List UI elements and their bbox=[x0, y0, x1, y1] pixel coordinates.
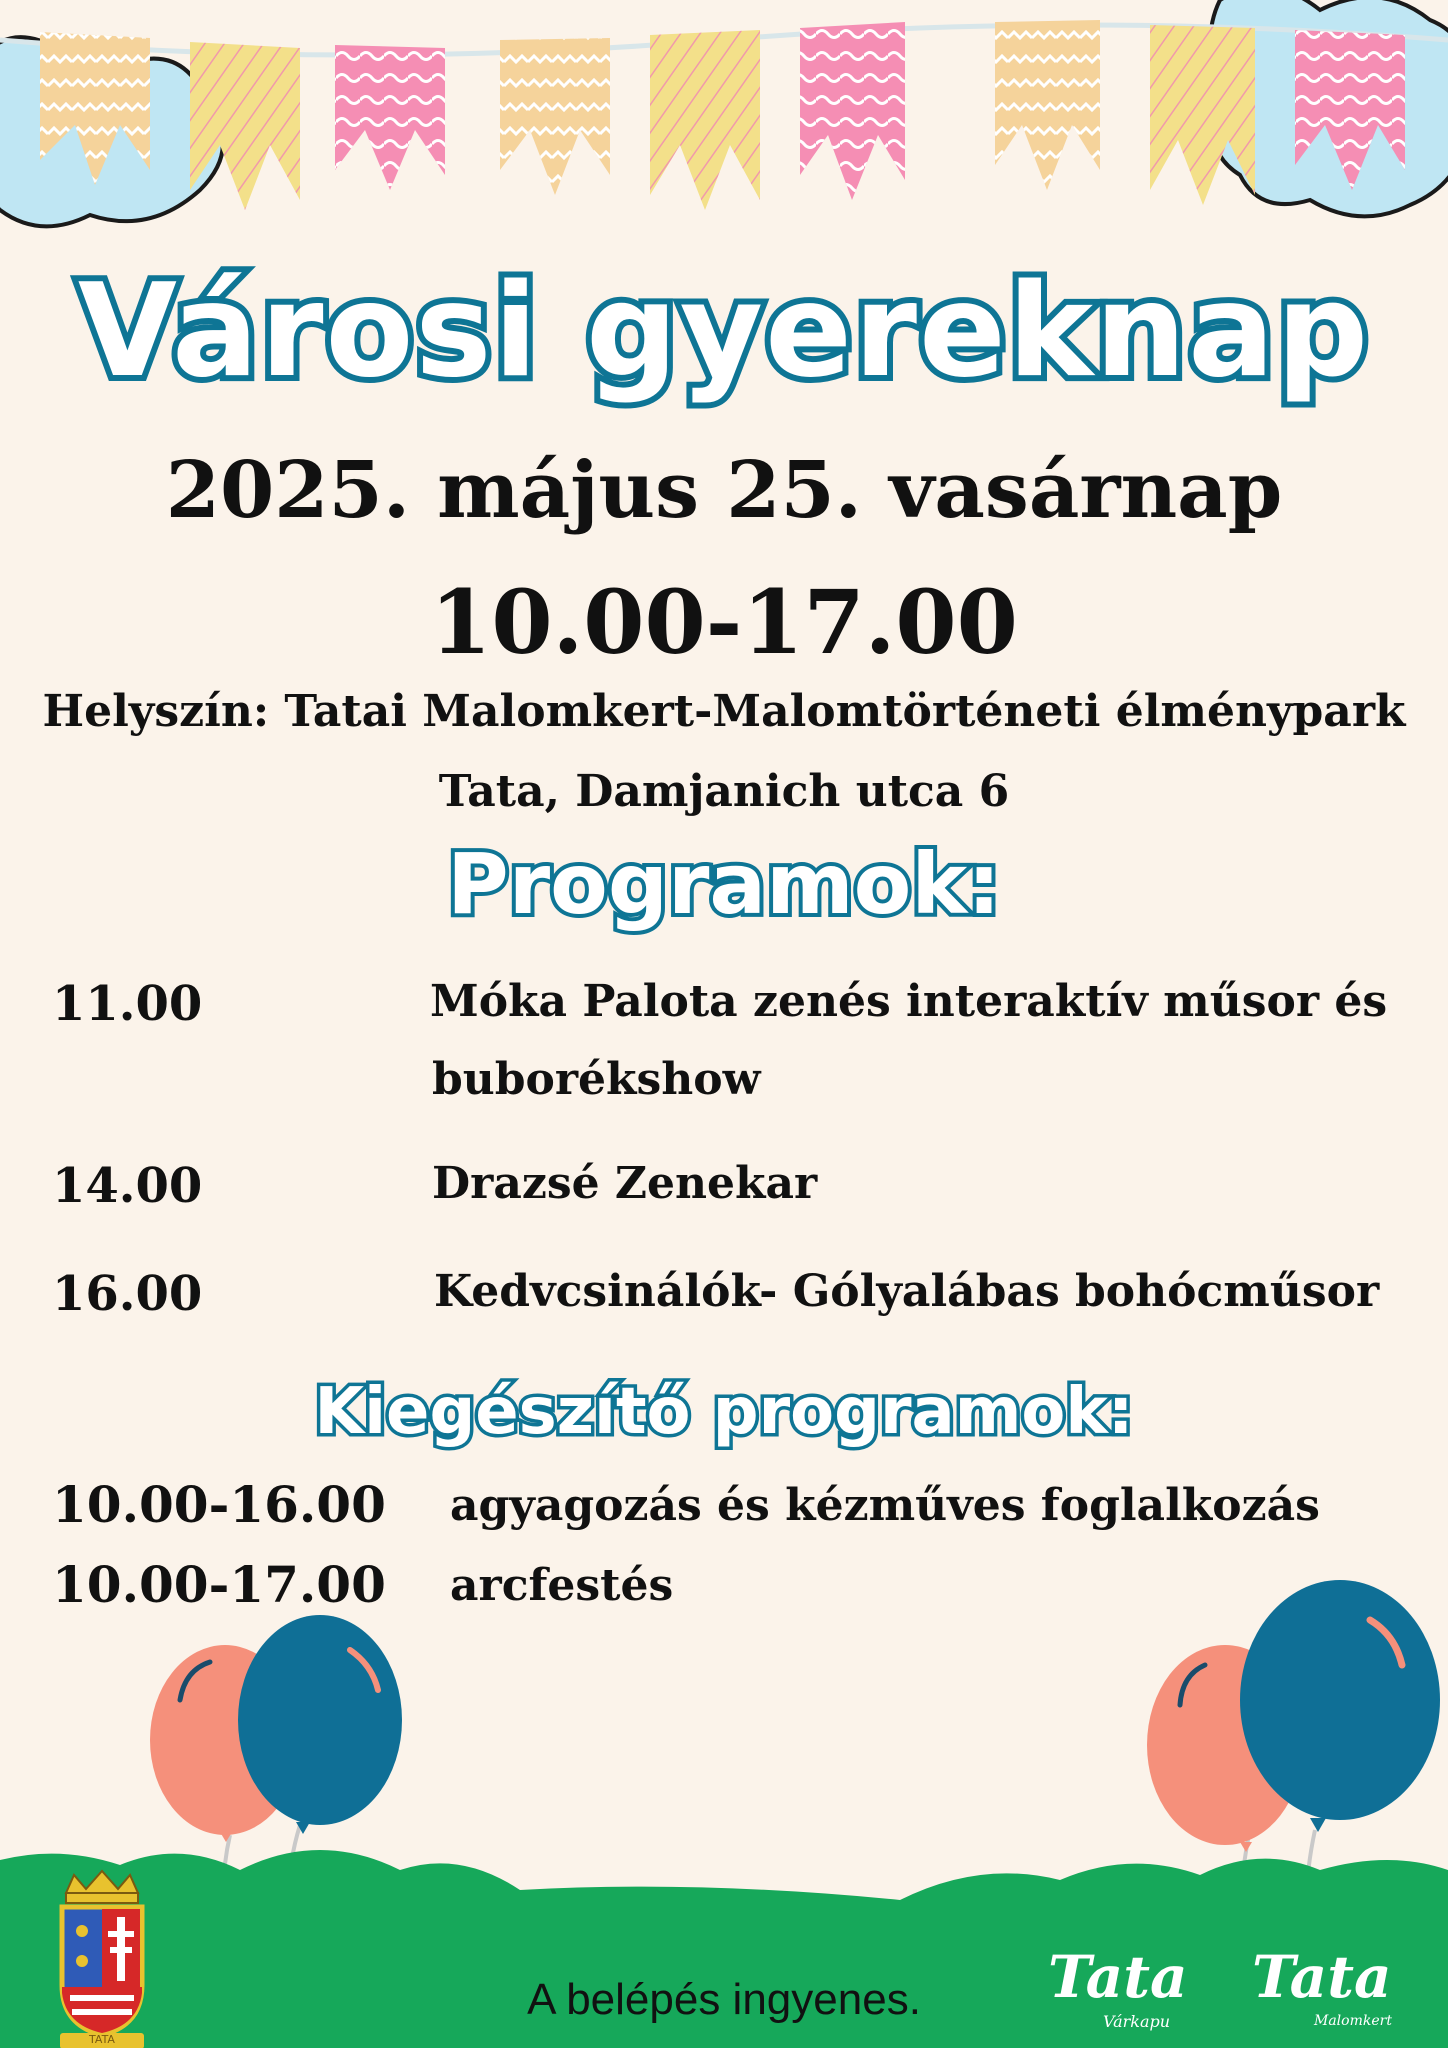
program-time: 11.00 bbox=[52, 976, 203, 1032]
extra-program-time: 10.00-16.00 bbox=[52, 1475, 386, 1534]
event-hours: 10.00-17.00 bbox=[430, 570, 1018, 674]
event-address: Tata, Damjanich utca 6 bbox=[438, 766, 1010, 817]
program-name: Kedvcsinálók- Gólyalábas bohócműsor bbox=[434, 1266, 1380, 1317]
program-name-continued: buborékshow bbox=[432, 1054, 761, 1105]
logo-varkapu-main: Tata bbox=[1048, 1943, 1188, 2011]
program-name: Móka Palota zenés interaktív műsor és bbox=[430, 976, 1388, 1027]
programs-heading: Programok: bbox=[447, 835, 1001, 933]
tata-varkapu-logo bbox=[1048, 1943, 1228, 2031]
extra-programs-heading: Kiegészítő programok: bbox=[314, 1375, 1134, 1449]
event-date: 2025. május 25. vasárnap bbox=[165, 445, 1283, 536]
logo-varkapu-sub: Várkapu bbox=[1103, 2012, 1171, 2031]
extra-program-time: 10.00-17.00 bbox=[52, 1555, 386, 1614]
crest-label: TATA bbox=[89, 2033, 115, 2046]
tata-malomkert-logo bbox=[1252, 1943, 1432, 2029]
event-location: Helyszín: Tatai Malomkert-Malomtörténeti élménypark bbox=[42, 686, 1406, 737]
logo-malomkert-sub: Malomkert bbox=[1314, 2013, 1392, 2029]
extra-program-name: agyagozás és kézműves foglalkozás bbox=[450, 1480, 1320, 1531]
extra-program-name: arcfestés bbox=[450, 1560, 674, 1611]
program-name: Drazsé Zenekar bbox=[432, 1158, 818, 1209]
event-title: Városi gyereknap bbox=[77, 257, 1371, 406]
program-time: 14.00 bbox=[52, 1158, 203, 1214]
program-time: 16.00 bbox=[52, 1266, 203, 1322]
free-entry-note: A belépés ingyenes. bbox=[527, 1975, 921, 2024]
logo-malomkert-main: Tata bbox=[1252, 1943, 1392, 2011]
